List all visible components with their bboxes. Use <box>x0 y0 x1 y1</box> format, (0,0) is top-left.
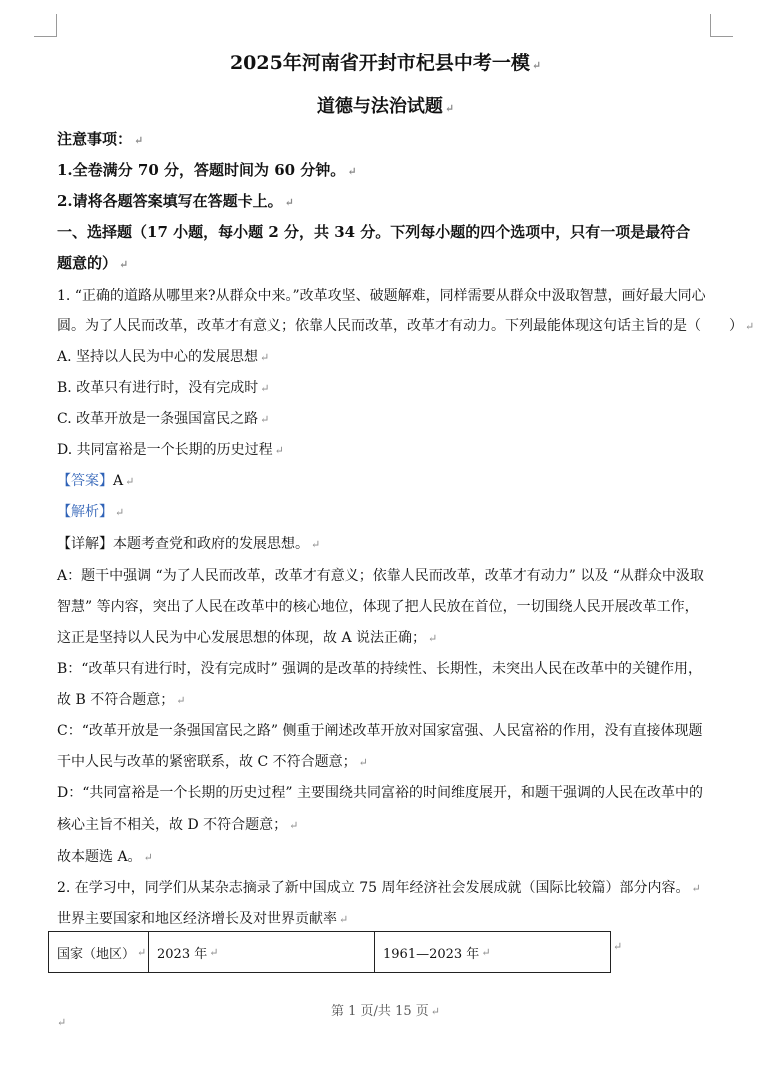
crop-mark-top-right <box>710 14 733 37</box>
q1-option-a: A. 坚持以人民为中心的发展思想 ↵ <box>57 349 270 365</box>
table-row-end-mark: ↵ <box>613 940 623 953</box>
q1-explanation-line: 这正是坚持以人民为中心发展思想的体现，故 A 说法正确； ↵ <box>57 630 438 646</box>
q1-explanation-line: 核心主旨不相关，故 D 不符合题意； ↵ <box>57 817 299 833</box>
q1-explanation-line: 智慧” 等内容，突出了人民在改革中的核心地位，体现了把人民放在首位，一切围绕人民开展改革工作， <box>57 599 699 615</box>
q1-option-d: D. 共同富裕是一个长期的历史过程 ↵ <box>57 442 284 458</box>
document-subtitle: 道德与法治试题 ↵ <box>316 96 455 117</box>
q1-stem-line-1: 1. “正确的道路从哪里来?从群众中来。”改革攻坚、破题解难，同样需要从群众中汲取智慧，画好最大同心 <box>57 288 706 304</box>
q1-detail: 【详解】本题考查党和政府的发展思想。 ↵ <box>57 536 321 552</box>
q1-option-b: B. 改革只有进行时，没有完成时 ↵ <box>57 380 270 396</box>
q1-stem-line-2: 圆。为了人民而改革，改革才有意义；依靠人民而改革，改革才有动力。下列最能体现这句话主旨的是（ ） ↵ <box>57 318 755 334</box>
table-header-cell: 2023 年 ↵ <box>149 932 375 972</box>
table-header-cell: 国家（地区） ↵ <box>49 932 149 972</box>
document-title: 2025年河南省开封市杞县中考一模 ↵ <box>229 52 542 74</box>
section-heading-line-2: 题意的） ↵ <box>57 254 129 272</box>
notes-heading: 注意事项： ↵ <box>57 130 144 148</box>
section-heading-line-1: 一、选择题（17 小题，每小题 2 分，共 34 分。下列每小题的四个选项中，只有一项是最符合 <box>57 223 691 241</box>
q2-stem: 2. 在学习中，同学们从某杂志摘录了新中国成立 75 周年经济社会发展成就（国际比较篇）部分内容。 ↵ <box>57 880 701 896</box>
q1-explanation-line: D：“共同富裕是一个长期的历史过程” 主要围绕共同富裕的时间维度展开，和题干强调的人民在改革中的 <box>57 785 703 801</box>
q1-explanation-line: 干中人民与改革的紧密联系，故 C 不符合题意； ↵ <box>57 754 368 770</box>
note-2: 2.请将各题答案填写在答题卡上。 ↵ <box>57 192 294 210</box>
q1-explanation-line: A：题干中强调 “为了人民而改革，改革才有意义；依靠人民而改革，改革才有动力” 以及 “从群众中汲取 <box>57 568 704 584</box>
note-1: 1.全卷满分 70 分，答题时间为 60 分钟。 ↵ <box>57 161 357 179</box>
q2-table-caption: 世界主要国家和地区经济增长及对世界贡献率 ↵ <box>57 911 349 927</box>
q1-option-c: C. 改革开放是一条强国富民之路 ↵ <box>57 411 270 427</box>
q1-explanation-line: 故 B 不符合题意； ↵ <box>57 692 186 708</box>
q1-conclusion: 故本题选 A。 ↵ <box>57 849 153 865</box>
table-header-cell: 1961—2023 年 ↵ <box>383 945 491 962</box>
q1-analysis-tag: 【解析】 ↵ <box>57 504 125 520</box>
q1-explanation-line: C：“改革开放是一条强国富民之路” 侧重于阐述改革开放对国家富强、人民富裕的作用，没有直接体现题 <box>57 723 703 739</box>
crop-mark-top-left <box>34 14 57 37</box>
q1-answer: 【答案】A ↵ <box>57 473 135 489</box>
q1-explanation-line: B：“改革只有进行时，没有完成时” 强调的是改革的持续性、长期性，未突出人民在改革中的关键作用， <box>57 661 703 677</box>
q2-data-table <box>48 931 611 973</box>
page-footer: 第 1 页/共 15 页 ↵ <box>331 1004 440 1019</box>
paragraph-mark: ↵ <box>57 1016 67 1029</box>
